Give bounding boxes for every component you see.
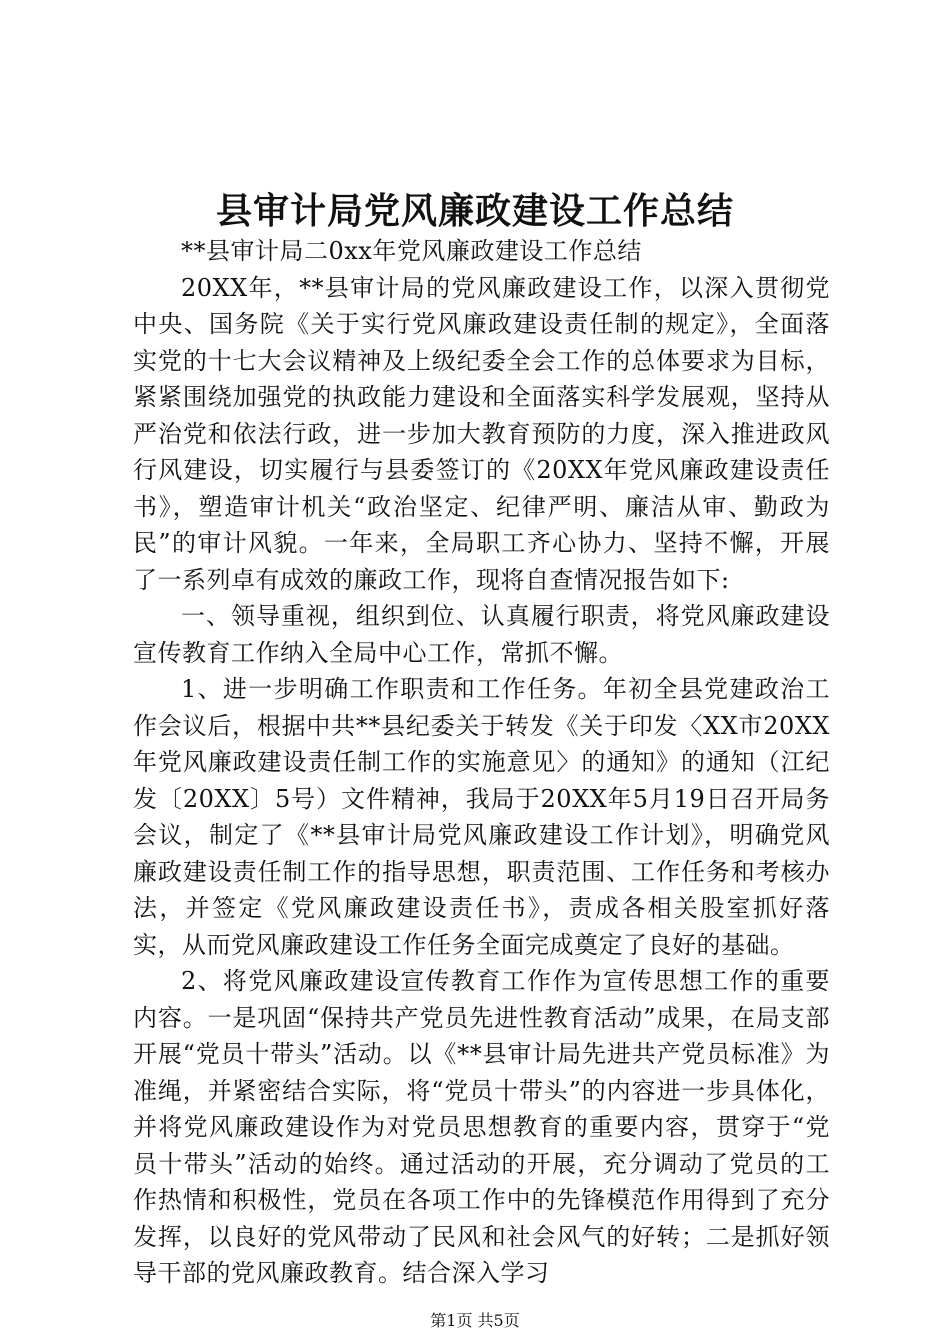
paragraph-item-1: 1、进一步明确工作职责和工作任务。年初全县党建政治工作会议后，根据中共**县纪委关于转发《关于印发〈XX市20XX年党风廉政建设责任制工作的实施意见〉的通知》的通知（江纪发〔20XX〕5号）文件精神，我局于20XX年5月19日召开局务会议，制定了《**县审计局党风廉政建设工作计划》，明确党风廉政建设责任制工作的指导思想，职责范围、工作任务和考核办法，并签定《党风廉政建设责任书》，责成各相关股室抓好落实，从而党风廉政建设工作任务全面完成奠定了良好的基础。 (133, 675, 830, 959)
paragraph-section-one: 一、领导重视，组织到位、认真履行职责，将党风廉政建设宣传教育工作纳入全局中心工作，常抓不懈。 (133, 602, 830, 667)
document-title: 县审计局党风廉政建设工作总结 (215, 191, 734, 232)
paragraph-item-2: 2、将党风廉政建设宣传教育工作作为宣传思想工作的重要内容。一是巩固“保持共产党员先进性教育活动”成果，在局支部开展“党员十带头”活动。以《**县审计局先进共产党员标准》为准绳，并紧密结合实际，将“党员十带头”的内容进一步具体化，并将党风廉政建设作为对党员思想教育的重要内容，贯穿于“党员十带头”活动的始终。通过活动的开展，充分调动了党员的工作热情和积极性，党员在各项工作中的先锋模范作用得到了充分发挥，以良好的党风带动了民风和社会风气的好转；二是抓好领导干部的党风廉政教育。结合深入学习 (133, 967, 830, 1287)
page-footer: 第1页 共5页 (430, 1311, 520, 1330)
document-body (133, 233, 830, 1292)
paragraph-subtitle: **县审计局二0xx年党风廉政建设工作总结 (181, 237, 642, 265)
paragraph-intro: 20XX年，**县审计局的党风廉政建设工作，以深入贯彻党中央、国务院《关于实行党风廉政建设责任制的规定》，全面落实党的十七大会议精神及上级纪委全会工作的总体要求为目标，紧紧围绕加强党的执政能力建设和全面落实科学发展观，坚持从严治党和依法行政，进一步加大教育预防的力度，深入推进政风行风建设，切实履行与县委签订的《20XX年党风廉政建设责任书》，塑造审计机关“政治坚定、纪律严明、廉洁从审、勤政为民”的审计风貌。一年来，全局职工齐心协力、坚持不懈，开展了一系列卓有成效的廉政工作，现将自查情况报告如下: (133, 273, 830, 594)
